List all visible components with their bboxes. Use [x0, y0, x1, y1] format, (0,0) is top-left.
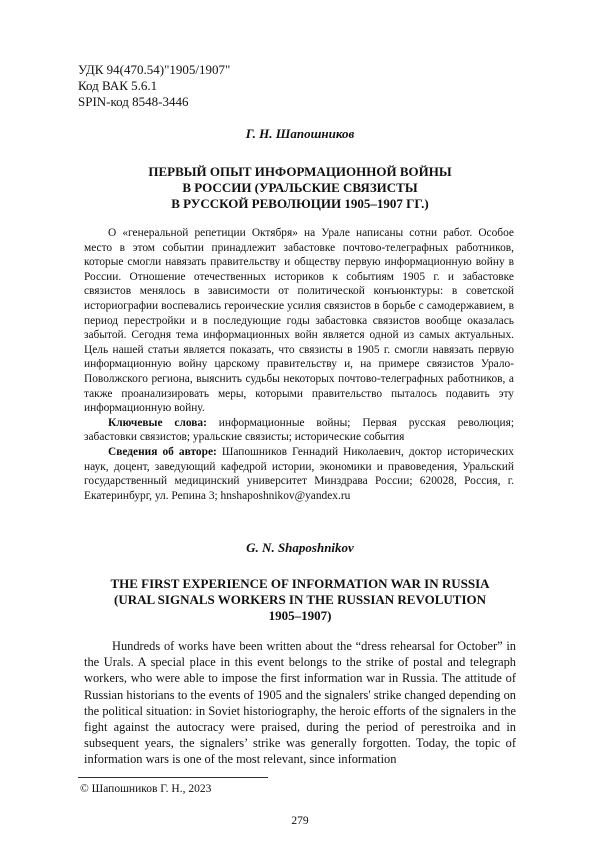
author-info-ru	[84, 445, 514, 503]
title-en-line: 1905–1907)	[268, 608, 332, 623]
title-ru-line: В РОССИИ (УРАЛЬСКИЕ СВЯЗИСТЫ	[182, 180, 418, 195]
copyright-footnote: © Шапошников Г. Н., 2023	[80, 783, 212, 795]
keywords-text: информационные войны; Первая русская революция; забастовки связистов; уральские связисты; исторические события	[84, 416, 514, 444]
keywords-label: Ключевые слова:	[108, 416, 207, 429]
title-ru	[70, 164, 530, 212]
author-ru: Г. Н. Шапошников	[245, 126, 355, 141]
title-en	[70, 576, 530, 624]
udc-code: УДК 94(470.54)"1905/1907"	[78, 62, 231, 77]
page-number: 279	[291, 815, 309, 827]
abstract-en-text: Hundreds of works have been written about the “dress rehearsal for October” in the Urals. A special place in this event belongs to the strike of postal and telegraph workers, who were able to impose the first information war in Russia. The attitude of Russian historians to the events of 1905 and the signalers' strike changed depending on the political situation: in Soviet historiography, the heroic efforts of the signalers in the fight against the autocracy were praised, during the period of perestroika and in subsequent years, the signalers’ strike was generally forgotten. Today, the topic of information wars is one of the most relevant, since information	[84, 639, 516, 767]
abstract-en	[84, 638, 516, 768]
abstract-ru-text: О «генеральной репетиции Октября» на Урале написаны сотни работ. Особое место в этом событии принадлежит забастовке почтово-телеграфных работников, которые смогли навязать правительству и обществу первую информационную войну в России. Отношение отечественных историков к событиям 1905 г. и забастовке связистов менялось в зависимости от политической конъюнктуры: в советской историографии воспевались героические усилия связистов в борьбе с самодержавием, в период перестройки и в последующие годы забастовка связистов вообще оказалась забытой. Сегодня тема информационных войн является одной из самых актуальных. Цель нашей статьи является показать, что связисты в 1905 г. смогли навязать первую информационную войну царскому правительству и, на примере связистов Урало-Поволжского региона, выяснить судьбы некоторых почтово-телеграфных работников, а также проанализировать меры, которыми правительство пыталось подавить эту информационную войну.	[84, 227, 514, 415]
author-en: G. N. Shaposhnikov	[246, 540, 354, 555]
abstract-ru	[84, 226, 514, 503]
spin-code: SPIN-код 8548-3446	[78, 94, 189, 109]
author-info-label: Сведения об авторе:	[108, 445, 217, 458]
title-ru-line: ПЕРВЫЙ ОПЫТ ИНФОРМАЦИОННОЙ ВОЙНЫ	[148, 164, 452, 179]
author-info-text: Шапошников Геннадий Николаевич, доктор исторических наук, доцент, заведующий кафедрой истории, экономики и правоведения, Уральский государственный медицинский университет Минздрава России; 620028, Россия, г. Екатеринбург, ул. Репина 3; hnshaposhnikov@yandex.ru	[84, 445, 514, 502]
keywords-ru	[84, 416, 514, 445]
vak-code: Код ВАК 5.6.1	[78, 78, 158, 93]
title-en-line: THE FIRST EXPERIENCE OF INFORMATION WAR IN RUSSIA	[110, 576, 490, 591]
article-metadata	[78, 62, 230, 110]
title-en-line: (URAL SIGNALS WORKERS IN THE RUSSIAN REVOLUTION	[113, 592, 487, 607]
footnote-divider	[78, 777, 268, 778]
title-ru-line: В РУССКОЙ РЕВОЛЮЦИИ 1905–1907 ГГ.)	[171, 196, 429, 211]
